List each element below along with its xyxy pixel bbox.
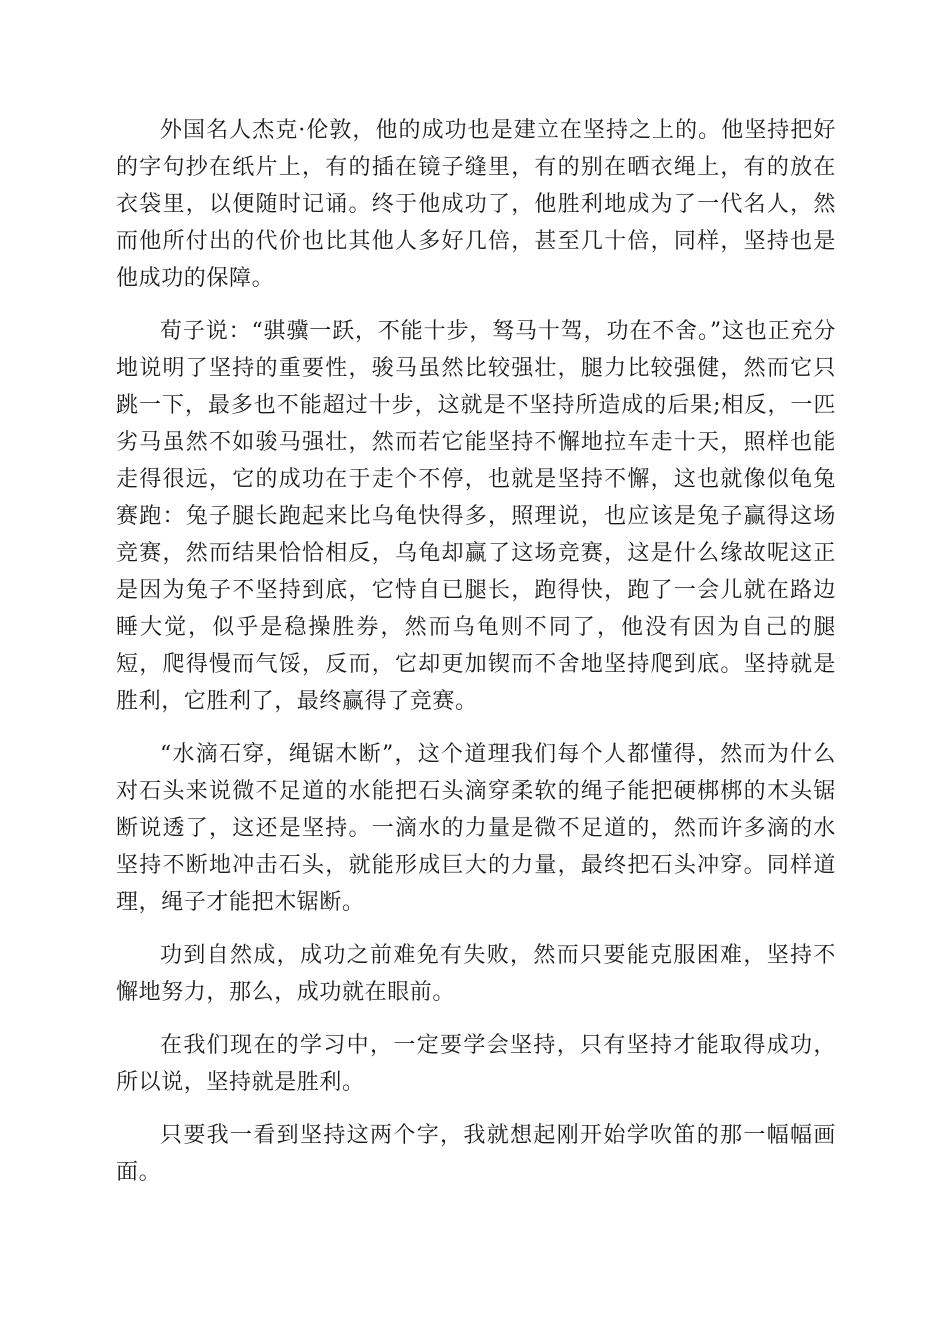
paragraph-success: 功到自然成，成功之前难免有失败，然而只要能克服困难，坚持不懈地努力，那么，成功就在眼前。 <box>116 943 836 1005</box>
paragraph-xunzi: 荀子说：“骐骥一跃，不能十步，驽马十驾，功在不舍。”这也正充分地说明了坚持的重要性，骏马虽然比较强壮，腿力比较强健，然而它只跳一下，最多也不能超过十步，这就是不坚持所造成的后果;相反，一匹劣马虽然不如骏马强壮，然而若它能坚持不懈地拉车走十天，照样也能走得很远，它的成功在于走个不停，也就是坚持不懈，这也就像似龟兔赛跑：兔子腿长跑起来比乌龟快得多，照理说，也应该是兔子赢得这场竞赛，然而结果恰恰相反，乌龟却赢了这场竞赛，这是什么缘故呢这正是因为兔子不坚持到底，它恃自已腿长，跑得快，跑了一会儿就在路边睡大觉，似乎是稳操胜券，然而乌龟则不同了，他没有因为自己的腿短，爬得慢而气馁，反而，它却更加锲而不舍地坚持爬到底。坚持就是胜利，它胜利了，最终赢得了竞赛。 <box>116 319 836 714</box>
document-page <box>116 112 836 1191</box>
paragraph-water-drop: “水滴石穿，绳锯木断”，这个道理我们每个人都懂得，然而为什么对石头来说微不足道的水能把石头滴穿柔软的绳子能把硬梆梆的木头锯断说透了，这还是坚持。一滴水的力量是微不足道的，然而许多滴的水坚持不断地冲击石头，就能形成巨大的力量，最终把石头冲穿。同样道理，绳子才能把木锯断。 <box>116 742 836 915</box>
paragraph-study: 在我们现在的学习中，一定要学会坚持，只有坚持才能取得成功，所以说，坚持就是胜利。 <box>116 1033 836 1095</box>
paragraph-jack-london: 外国名人杰克·伦敦，他的成功也是建立在坚持之上的。他坚持把好的字句抄在纸片上，有的插在镜子缝里，有的别在晒衣绳上，有的放在衣袋里，以便随时记诵。终于他成功了，他胜利地成为了一代名人，然而他所付出的代价也比其他人多好几倍，甚至几十倍，同样，坚持也是他成功的保障。 <box>116 118 836 291</box>
paragraph-flute: 只要我一看到坚持这两个字，我就想起刚开始学吹笛的那一幅幅画面。 <box>116 1123 836 1185</box>
